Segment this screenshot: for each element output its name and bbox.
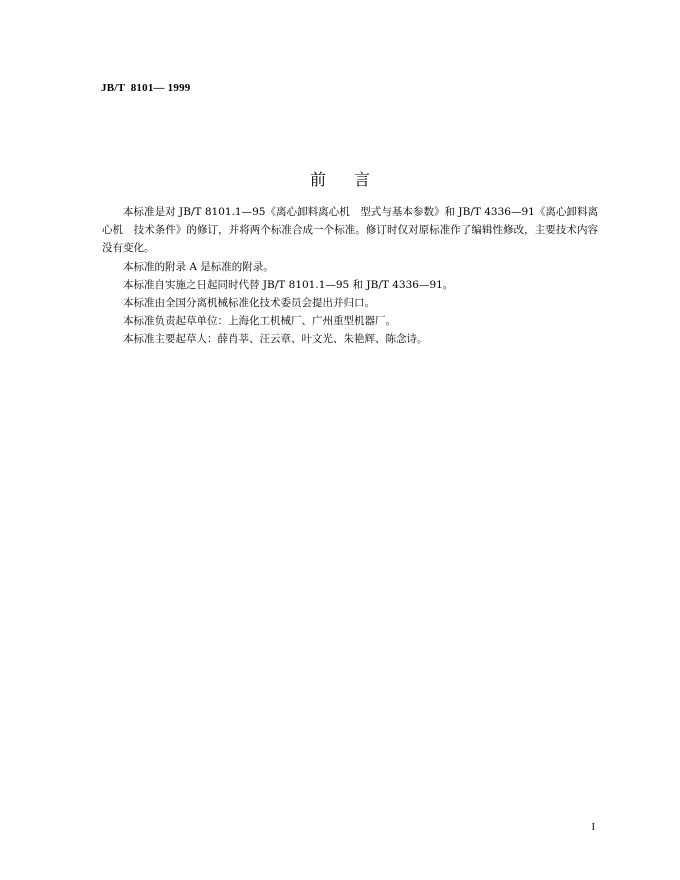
foreword-body bbox=[102, 203, 598, 349]
paragraph-appendix: 本标准的附录 A 是标准的附录。 bbox=[123, 260, 274, 273]
paragraph-replacement: 本标准自实施之日起同时代替 JB/T 8101.1—95 和 JB/T 4336—91。 bbox=[123, 278, 454, 291]
paragraph-proposer: 本标准由全国分离机械标准化技术委员会提出并归口。 bbox=[123, 297, 375, 310]
paragraph-drafters: 本标准主要起草人：薛肖莘、汪云章、叶文光、朱艳辉、陈念诗。 bbox=[123, 333, 428, 346]
page-title: 前言 bbox=[309, 170, 398, 189]
standard-code: JB/T 8101— 1999 bbox=[101, 82, 191, 94]
page-number: I bbox=[591, 822, 595, 833]
paragraph-revision: 本标准是对 JB/T 8101.1—95《离心卸料离心机 型式与基本参数》和 JB/T 4336—91《离心卸料离心机 技术条件》的修订，并将两个标准合成一个标准。修订时仅对原标准作了编辑性修改，主要技术内容没有变化。 bbox=[102, 206, 598, 255]
paragraph-drafting-units: 本标准负责起草单位：上海化工机械厂、广州重型机器厂。 bbox=[123, 315, 396, 328]
